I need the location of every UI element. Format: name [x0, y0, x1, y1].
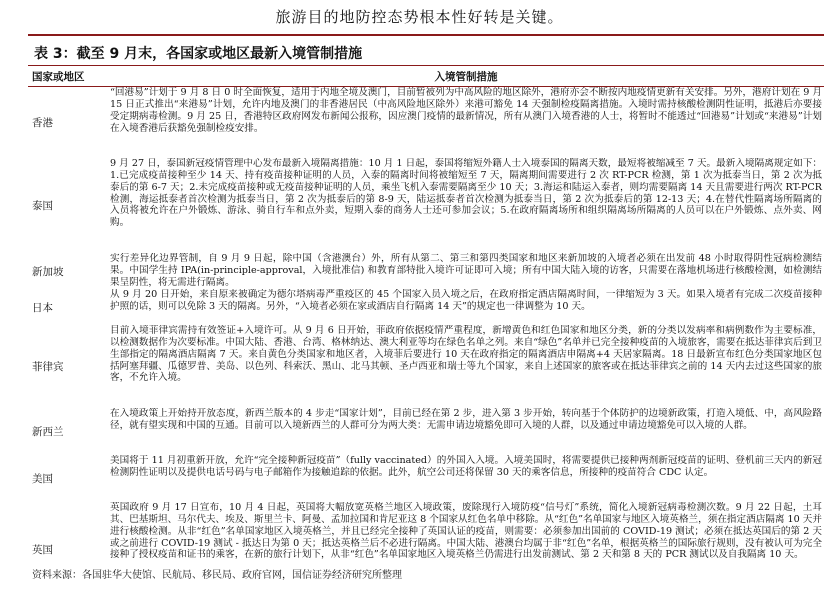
country-cell: 美国 [32, 473, 53, 485]
country-cell: 新加坡 [32, 265, 64, 278]
measures-cell: 美国将于 11 月初重新开放，允许“完全接种新冠疫苗”（fully vaccinated）的外国入入境。入境美国时，将需要提供已接种两剂新冠疫苗的证明、登机前三天内的新冠检测阴性证明以及提供电话号码与电子邮箱作为接触追踪的依据。此外，航空公司还将保留 30 天的乘客信息，所接种的疫苗符合 CDC 认定。 [110, 455, 822, 478]
table-row-thailand [28, 158, 824, 253]
measures-cell: 从 9 月 20 日开始，来自原来被确定为德尔塔病毒严重疫区的 45 个国家入员入境之后，在政府指定酒店隔离时间，一律缩短为 3 天。如果入境者有完成二次疫苗接种护照的话，则可以免除 3 天的隔离。另外，“入境者必须在家或酒店自行隔离 14 天”的规定也一律调整为 10 天。 [110, 289, 822, 312]
entry-control-table [28, 66, 824, 591]
country-cell: 菲律宾 [32, 361, 64, 373]
table-row-newzealand [28, 408, 824, 455]
table-row-singapore [28, 253, 824, 289]
table-header [28, 66, 824, 87]
measures-cell: 实行差异化边界管制，自 9 月 9 日起，除中国（含港澳台）外，所有从第二、第三和第四类国家和地区来新加坡的入境者必须在出发前 48 小时取得阴性冠病检测结果。中国学生持 IPA(in-principle-approval，入境批准信) 和教育部特批入境许可证即可入境；所有中国大陆入境的访客，只需要在落地机场进行核酸检测，如检测结果呈阴性，将无需进行隔离。 [110, 253, 822, 288]
country-cell: 泰国 [32, 200, 53, 212]
country-cell: 日本 [32, 301, 53, 314]
measures-cell: 9 月 27 日，泰国新冠疫情管理中心发布最新入境隔离措施：10 月 1 日起，泰国将缩短外籍人士入境泰国的隔离天数，最短将被缩减至 7 天。最新入境隔离规定如下：1.已完成疫苗接种至少 14 天、持有疫苗接种证明的人员，入泰的隔离时间将被缩短至 7 天，隔离期间需要进行 2 次 RT-PCR 检测，第 1 次为抵泰当日，第 2 次为抵泰后的第 6-7 天；2.未完成疫苗接种或无疫苗接种证明的人员，乘坐飞机入泰需要隔离至少 10 天；3.海运和陆运入泰者，则均需要隔离 14 天且需要进行两次 RT-PCR 检测，海运抵泰者首次检测为抵泰当日，第 2 次为抵泰后的第 8-9 天，陆运抵泰者首次检测为抵泰当日，第 2 次为抵泰后的第 12-13 天；4.在替代性隔离场所隔离的入员将被允许在户外锻炼、游泳、骑自行车和点外卖，短期入泰的商务人士还可参加会议；5.在政府隔离场所和组织隔离场所隔离的人员可以在户外锻炼、点外卖、网购。 [110, 158, 822, 229]
table-row-japan [28, 289, 824, 325]
title-top-rule [28, 34, 824, 36]
measures-cell: 在入境政策上开始持开放态度，新西兰版本的 4 步走“国家计划”，目前已经在第 2 步，进入第 3 步开始，转向基于个体防护的边境新政策，打造入境低、中，高风险路径，就有望实现和中国的互通。目前可以入境新西兰的人群可分为两大类：无需申请边境豁免即可入境的人群，以及通过申请边境豁免可以入境的人群。 [110, 408, 822, 431]
table-title: 表 3：截至 9 月末，各国家或地区最新入境管制措施 [34, 46, 363, 62]
country-cell: 英国 [32, 544, 53, 556]
country-cell: 香港 [32, 117, 53, 129]
table-row-hongkong [28, 87, 824, 158]
country-cell: 新西兰 [32, 426, 64, 438]
measures-cell: “回港易”计划于 9 月 8 日 0 时全面恢复，适用于内地全境及澳门，目前暂被列为中高风险的地区除外，港府亦会不断按内地疫情更新有关安排。另外，港府计划在 9 月 15 日正式推出“来港易”计划，允许内地及澳门的非香港居民（中高风险地区除外）来港可豁免 14 天强制检疫隔离措施。入境时需持核酸检测阴性证明，抵港后亦要接受定期病毒检测。9 月 25 日，香港特区政府网发布新闻公报称，因应澳门疫情的最新情况，所有从澳门入境香港的人士，将暂时不能透过“回港易”计划或“来港易”计划在入境香港后获豁免强制检疫安排。 [110, 87, 822, 134]
table-row-usa [28, 455, 824, 502]
intro-text: 旅游目的地防控态势根本性好转是关键。 [275, 8, 564, 26]
header-measures: 入境管制措施 [434, 70, 498, 83]
table-row-philippines [28, 325, 824, 408]
measures-cell: 目前入境菲律宾需持有效签证+入境许可。从 9 月 6 日开始，菲政府依据疫情严重程度，新增黄色和红色国家和地区分类，新的分类以发病率和病例数作为主要标准，以检测数据作为次要标准。中国大陆、香港、台湾、格林纳达、澳大利亚等均在绿色名单之列。来自“绿色”名单并已完全接种疫苗的入境旅客，需要在抵达菲律宾后到卫生部指定的隔离酒店隔离 7 天。来自黄色分类国家和地区者，入境菲后要进行 10 天在政府指定的隔离酒店申隔离+4 天居家隔离。18 日最新宣布红色分类国家地区包括阿塞拜疆、瓜德罗普、美岛、以色列、科索沃、黑山、北马其顿、圣卢西亚和瑞士等九个国家，来自上述国家的旅客或在抵达菲律宾之前的 14 天内去过这些国家的旅客，不允许入境。 [110, 325, 822, 384]
source-note: 资料来源：各国驻华大使馆、民航局、移民局、政府官网，国信证券经济研究所整理 [32, 570, 402, 581]
measures-cell: 英国政府 9 月 17 日宣布，10 月 4 日起，英国将大幅放宽英格兰地区入境政策，废除现行入境防疫“信号灯”系统，简化入境新冠病毒检测次数。9 月 22 日起，土耳其、巴基斯坦、马尔代夫、埃及、斯里兰卡、阿曼、孟加拉国和肯尼亚这 8 个国家从红色名单中移除。从“红色”名单国家与地区入境英格兰，须在指定酒店隔离 10 天并进行核酸检测。从非“红色”名单国家地区入境英格兰，并且已经完全接种了英国认证的疫苗，则需要：必须参加出国前的 COVID-19 测试；必须在抵达英国后的第 2 天或之前进行 COVID-19 测试 - 抵达日为第 0 天；抵达英格兰后不必进行隔离。中国大陆、港澳台均属于非“红色”名单，根据英格兰的国际旅行规则，没有被认可为完全接种了授权疫苗和证书的乘客，在新的旅行计划下，从非“红色”名单国家地区入境英格兰仍需进行出发前测试、第 2 天和第 8 天的 PCR 测试以及自我隔离 10 天。 [110, 502, 822, 561]
header-country: 国家或地区 [32, 70, 85, 83]
